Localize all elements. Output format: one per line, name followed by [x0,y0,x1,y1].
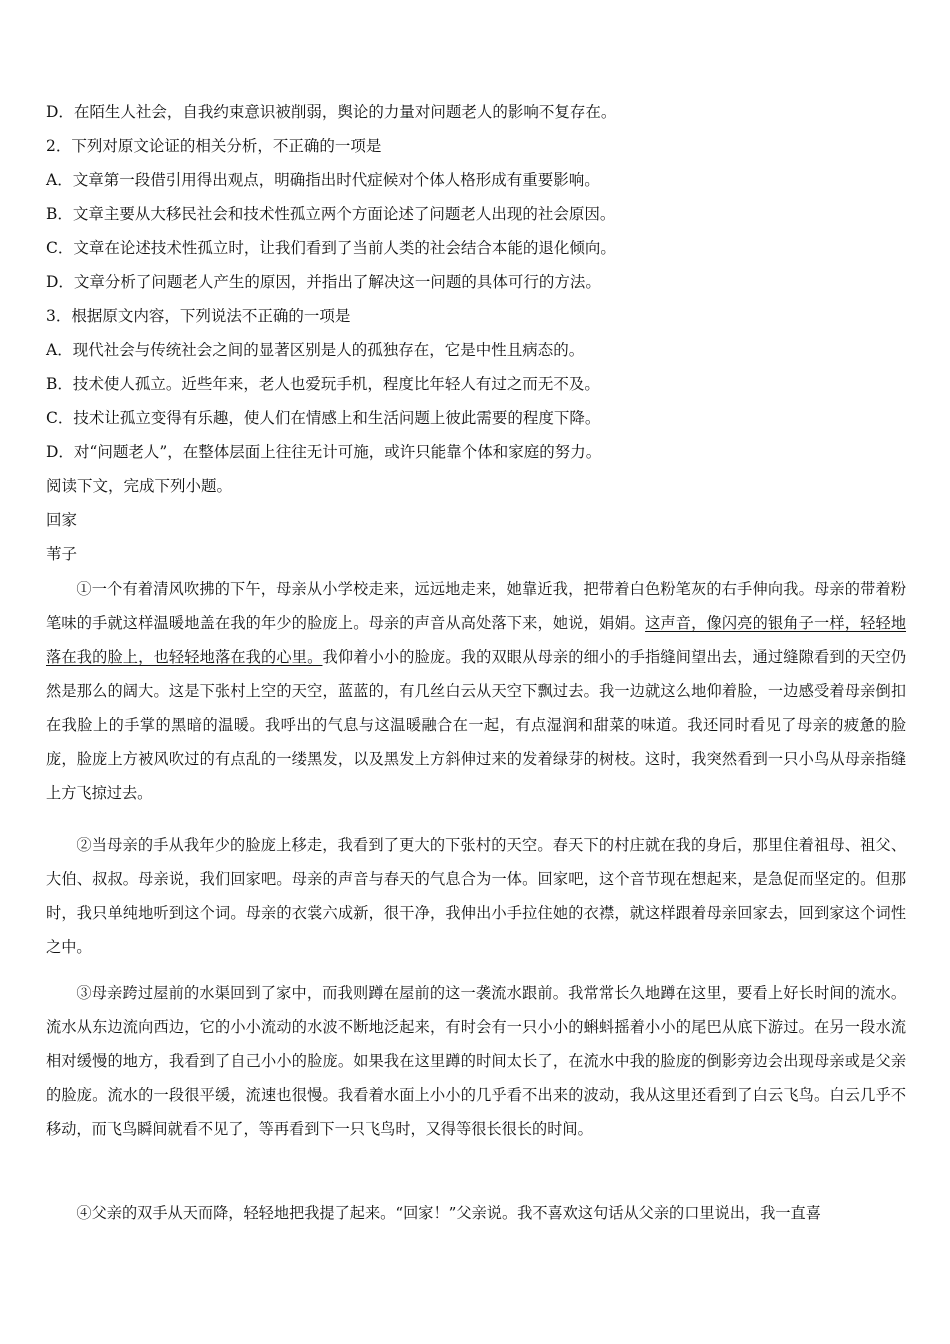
q3-option-b: B．技术使人孤立。近些年来，老人也爱玩手机，程度比年轻人有过之而无不及。 [46,375,600,393]
paragraph-1 [46,572,906,810]
q2-stem: 2．下列对原文论证的相关分析，不正确的一项是 [46,137,382,155]
q2-option-b: B．文章主要从大移民社会和技术性孤立两个方面论述了问题老人出现的社会原因。 [46,205,616,223]
q3-stem: 3．根据原文内容，下列说法不正确的一项是 [46,307,351,325]
q2-option-a: A．文章第一段借引用得出观点，明确指出时代症候对个体人格形成有重要影响。 [46,171,600,189]
paragraph-1-text-b: 我仰着小小的脸庞。我的双眼从母亲的细小的手指缝间望出去，通过缝隙看到的天空仍然是那么的阔大。这是下张村上空的天空，蓝蓝的，有几丝白云从天空下飘过去。我一边就这么地仰着脸，一边感受着母亲倒扣在我脸上的手掌的黑暗的温暖。我呼出的气息与这温暖融合在一起，有点湿润和甜菜的味道。我还同时看见了母亲的疲惫的脸庞，脸庞上方被风吹过的有点乱的一缕黑发，以及黑发上方斜伸过来的发着绿芽的树枝。这时，我突然看到一只小鸟从母亲指缝上方飞掠过去。 [46,648,907,802]
article-title: 回家 [46,511,78,529]
q1-option-d: D．在陌生人社会，自我约束意识被削弱，舆论的力量对问题老人的影响不复存在。 [46,103,617,121]
paragraph-3: ③母亲跨过屋前的水渠回到了家中，而我则蹲在屋前的这一袭流水跟前。我常常长久地蹲在这里，要看上好长时间的流水。流水从东边流向西边，它的小小流动的水波不断地泛起来，有时会有一只小小的蝌蚪摇着小小的尾巴从底下游过。在另一段水流相对缓慢的地方，我看到了自己小小的脸庞。如果我在这里蹲的时间太长了，在流水中我的脸庞的倒影旁边会出现母亲或是父亲的脸庞。流水的一段很平缓，流速也很慢。我看着水面上小小的几乎看不出来的波动，我从这里还看到了白云飞鸟。白云几乎不移动，而飞鸟瞬间就看不见了，等再看到下一只飞鸟时，又得等很长很长的时间。 [46,984,906,1138]
paragraph-1-text-a: ①一个有着清风吹拂的下午，母亲从小学校走来，远远地走来，她靠近我，把带着白色粉笔灰的右手伸向我。母亲的带着粉笔味的手就这样温暖地盖在我的年少的脸庞上。母亲的声音从高处落下来，她说，娟娟。 [46,580,906,632]
q3-option-a: A．现代社会与传统社会之间的显著区别是人的孤独存在，它是中性且病态的。 [46,341,585,359]
q3-option-c: C．技术让孤立变得有乐趣，使人们在情感上和生活问题上彼此需要的程度下降。 [46,409,601,427]
paragraph-1-underlined-sentence: 这声音，像闪亮的银角子一样，轻轻地落在我的脸上，也轻轻地落在我的心里。 [46,614,907,666]
paragraph-2: ②当母亲的手从我年少的脸庞上移走，我看到了更大的下张村的天空。春天下的村庄就在我的身后，那里住着祖母、祖父、大伯、叔叔。母亲说，我们回家吧。母亲的声音与春天的气息合为一体。回家吧，这个音节现在想起来，是急促而坚定的。但那时，我只单纯地听到这个词。母亲的衣裳六成新，很干净，我伸出小手拉住她的衣襟，就这样跟着母亲回家去，回到家这个词性之中。 [46,836,906,956]
q3-option-d: D．对“问题老人”，在整体层面上往往无计可施，或许只能靠个体和家庭的努力。 [46,443,602,461]
q2-option-c: C．文章在论述技术性孤立时，让我们看到了当前人类的社会结合本能的退化倾向。 [46,239,616,257]
q2-option-d: D．文章分析了问题老人产生的原因，并指出了解决这一问题的具体可行的方法。 [46,273,601,291]
article-author: 苇子 [46,545,78,563]
reading-instruction: 阅读下文，完成下列小题。 [46,477,233,495]
paragraph-4: ④父亲的双手从天而降，轻轻地把我提了起来。“回家！”父亲说。我不喜欢这句话从父亲的口里说出，我一直喜 [76,1204,821,1222]
